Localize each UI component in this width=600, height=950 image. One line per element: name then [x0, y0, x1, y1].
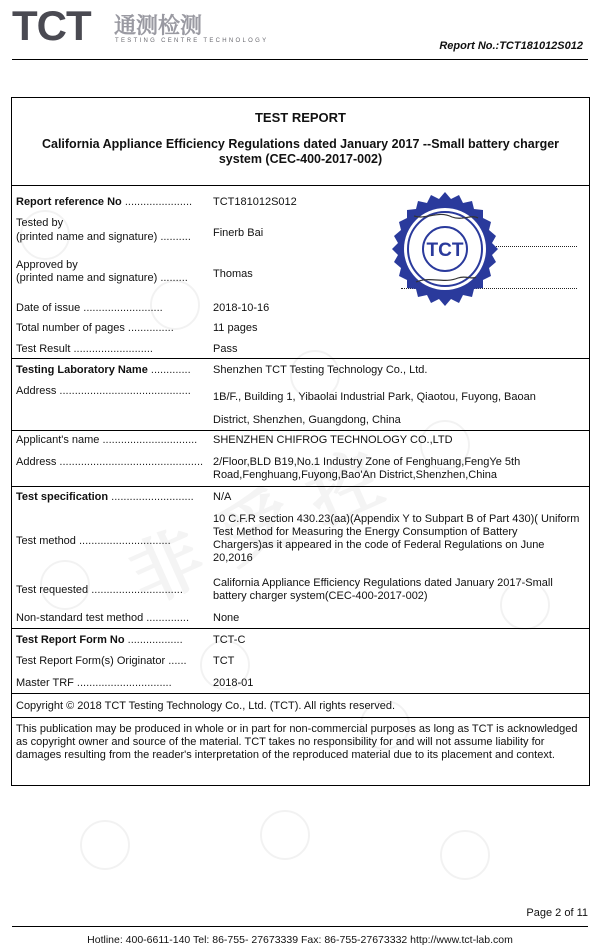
label-total-pages: Total number of pages [16, 322, 125, 334]
logo-text: TCT [12, 2, 91, 49]
value-applicant-name: SHENZHEN CHIFROG TECHNOLOGY CO.,LTD [213, 434, 453, 446]
watermark-logo [260, 810, 310, 860]
value-report-reference: TCT181012S012 [213, 196, 297, 208]
value-testing-lab: Shenzhen TCT Testing Technology Co., Ltd. [213, 364, 428, 376]
report-title: TEST REPORT [254, 110, 346, 125]
report-subtitle: California Appliance Efficiency Regulations dated January 2017 --Small battery charger system (CEC-400-2017-002) [41, 137, 560, 166]
divider [12, 430, 589, 431]
label-non-standard: Non-standard test method [16, 612, 144, 624]
company-seal [386, 190, 504, 308]
footer-contact: Hotline: 400-6611-140 Tel: 86-755- 27673339 Fax: 86-755-27673332 http://www.tct-lab.com [87, 934, 513, 946]
logo-subtitle: TESTING CENTRE TECHNOLOGY [115, 38, 269, 44]
value-approved-by: Thomas [213, 268, 253, 280]
label-master-trf: Master TRF [16, 677, 74, 689]
label-lab-address: Address [16, 385, 57, 397]
watermark-logo [440, 830, 490, 880]
divider [12, 486, 589, 487]
value-lab-address-line1: 1B/F., Building 1, Yibaolai Industrial Park, Qiaotou, Fuyong, Baoan [213, 391, 536, 403]
divider [12, 717, 589, 718]
divider [12, 693, 589, 694]
header-divider [12, 59, 588, 60]
label-test-requested: Test requested [16, 584, 89, 596]
label-test-result: Test Result [16, 343, 71, 355]
value-form-no: TCT-C [213, 634, 246, 646]
value-total-pages: 11 pages [213, 322, 258, 334]
copyright-text: Copyright © 2018 TCT Testing Technology Co., Ltd. (TCT). All rights reserved. [16, 700, 396, 712]
value-non-standard: None [213, 612, 240, 624]
report-details-table: Report reference No ...................... TCT181012S012 Tested by (printed name and signature) .......... Finerb Bai Approved by (printed name and signature) ......... Thomas Date of issue .......................... 2018-10-16 Total number of pages ............... 11 pages Test Result .......................... Pass Testing Laboratory Name ............. Shenzhen TCT Testing Technology Co., Ltd. Address ........................................... 1B/F., Building 1, Yibaolai Industrial Park, Qiaotou, Fuyong, Baoan District, Shenzhen, Guangdong, China Applicant's name ............................... SHENZHEN CHIFROG TECHNOLOGY CO.,LTD Address ............................................... 2/Floor,BLD B19,No.1 Industry Zone of Fenghuang,FengYe 5th Road,Fenghuang,Fuyong,Bao'An District,Shenzhen,China Test specification ........................... N/A Test method .............................. 10 C.F.R section 430.23(aa)(Appendix Y to Subpart B of Part 430)( Uniform Test Method for Measuring the Energy Consumption of Battery Chargers)as it appeared in the code of Federal Regulations on June 20,2016 Test requested .............................. California Appliance Efficiency Regulations dated January 2017-Small battery charger system(CEC-400-2017-002) Non-standard test method .............. None Test Report Form No .................. TCT-C Test Report Form(s) Originator ...... TCT Master TRF ............................... 2018-01 Copyright © 2018 TCT Testing Technology Co., Ltd. (TCT). All rights reserved. This publication may be produced in whole or in part for non-commercial purposes as long as TCT is acknowledged as copyright owner and source of the material. TCT takes no responsibility for and will not assume liability for damages resulting from the reader's interpretation of the reproduced material due to its placement and context. [11, 186, 590, 786]
label-test-method: Test method [16, 535, 76, 547]
value-test-method: 10 C.F.R section 430.23(aa)(Appendix Y to Subpart B of Part 430)( Uniform Test Method for Measuring the Energy Consumption of Battery Chargers)as it appeared in the code of Federal Regulations on June 20,2016 [213, 513, 580, 564]
disclaimer-text: This publication may be produced in whole or in part for non-commercial purposes as long as TCT is acknowledged as copyright owner and source of the material. TCT takes no responsibility for and will not assume liability for damages resulting from the reader's interpretation of the reproduced material due to its placement and context. [16, 723, 578, 761]
value-applicant-address: 2/Floor,BLD B19,No.1 Industry Zone of Fenghuang,FengYe 5th Road,Fenghuang,Fuyong,Bao'An District,Shenzhen,China [213, 456, 521, 481]
label-applicant-name: Applicant's name [16, 434, 100, 446]
value-test-result: Pass [213, 343, 238, 355]
label-test-spec: Test specification [16, 491, 109, 503]
value-date-of-issue: 2018-10-16 [213, 302, 270, 314]
seal-text: TCT [426, 240, 464, 261]
label-approved-by-printed: (printed name and signature) [16, 272, 158, 284]
label-approved-by: Approved by [16, 259, 78, 271]
title-section [11, 97, 590, 186]
value-test-spec: N/A [213, 491, 232, 503]
label-tested-by: Tested by [16, 217, 64, 229]
value-test-requested: California Appliance Efficiency Regulations dated January 2017-Small battery charger system(CEC-400-2017-002) [213, 577, 553, 602]
label-date-of-issue: Date of issue [16, 302, 81, 314]
divider [12, 628, 589, 629]
value-master-trf: 2018-01 [213, 677, 254, 689]
label-applicant-address: Address [16, 456, 57, 468]
page-number: Page 2 of 11 [526, 907, 588, 919]
value-form-originator: TCT [213, 655, 235, 667]
watermark-logo [80, 820, 130, 870]
footer-divider [12, 926, 588, 927]
logo-chinese-text: 通测检测 [114, 14, 203, 39]
value-tested-by: Finerb Bai [213, 227, 264, 239]
label-form-originator: Test Report Form(s) Originator [16, 655, 166, 667]
label-testing-lab: Testing Laboratory Name [16, 364, 148, 376]
label-report-reference: Report reference No [16, 196, 122, 208]
label-form-no: Test Report Form No [16, 634, 125, 646]
value-lab-address-line2: District, Shenzhen, Guangdong, China [213, 414, 401, 426]
report-number: Report No.:TCT181012S012 [439, 40, 583, 52]
label-tested-by-printed: (printed name and signature) [16, 231, 158, 243]
divider [12, 358, 589, 359]
